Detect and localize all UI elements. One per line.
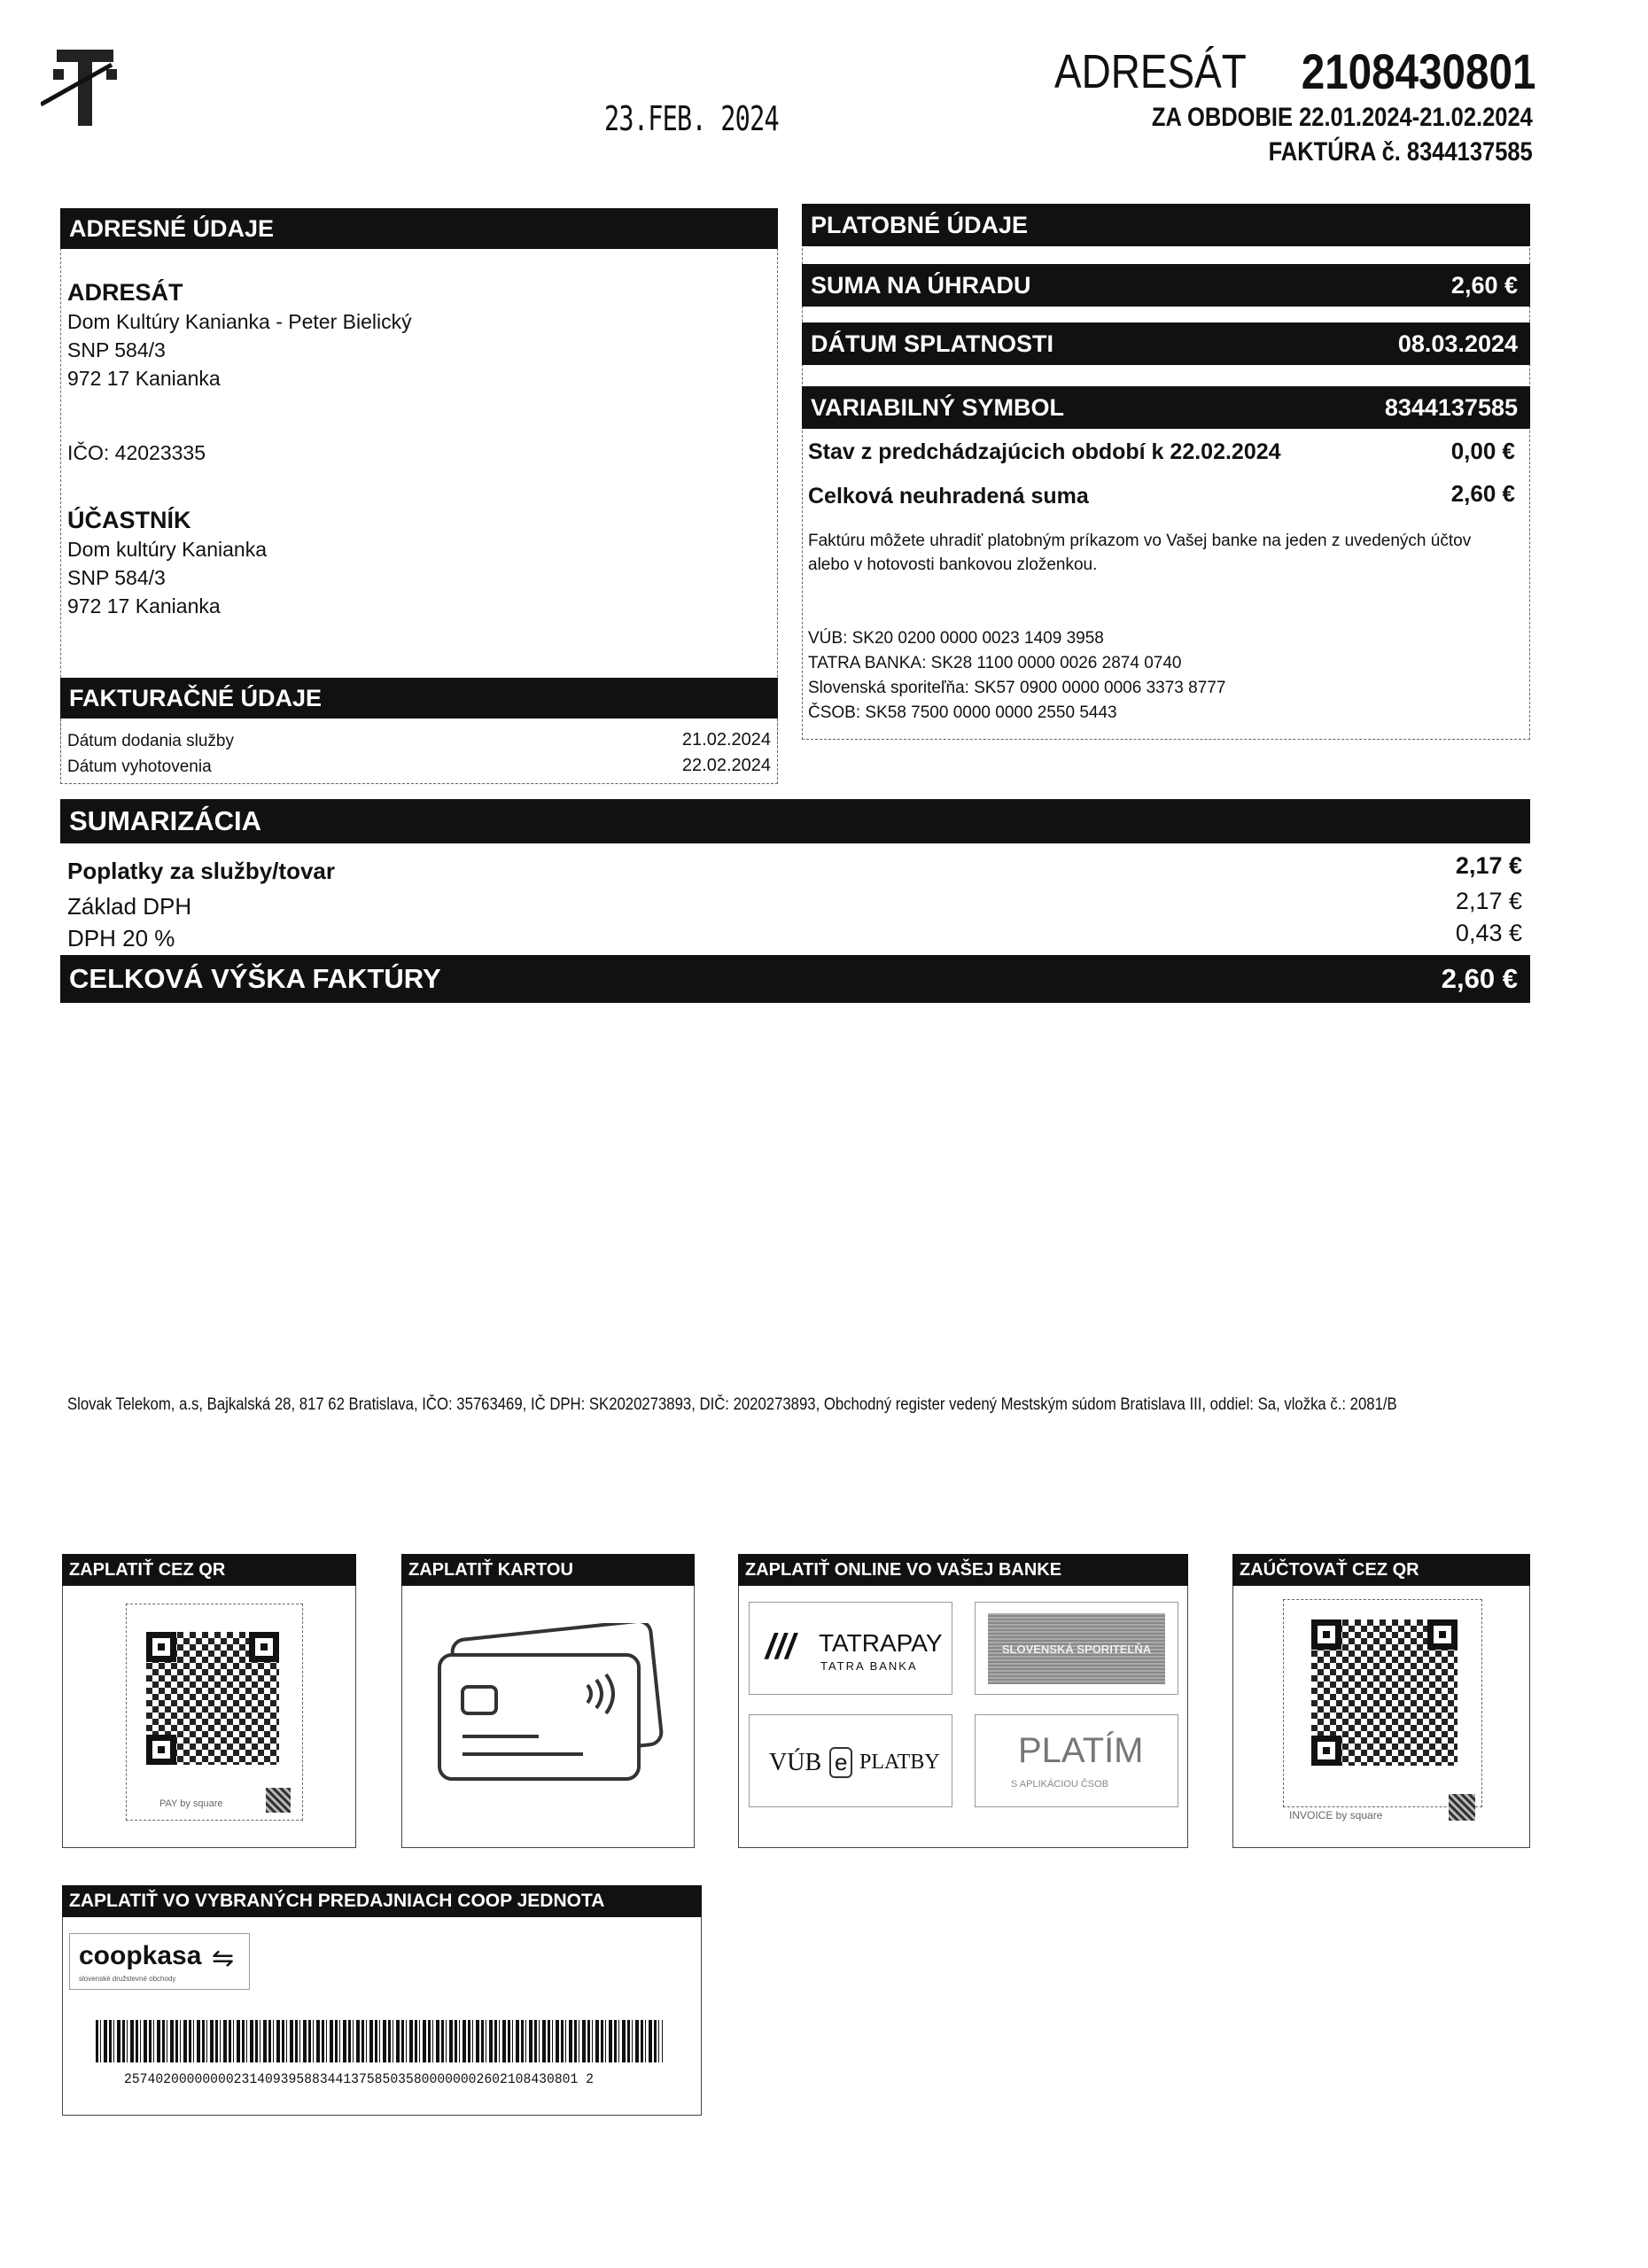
total-unpaid-value: 2,60 € (1450, 480, 1515, 507)
coopkasa-sublabel: slovenské družstevné obchody (79, 1975, 176, 1983)
qr-finder-icon (1427, 1619, 1458, 1650)
issue-date-value: 22.02.2024 (681, 756, 771, 775)
slsp-button[interactable] (975, 1602, 1178, 1695)
summary-row-label: Základ DPH (67, 893, 192, 920)
credit-card-icon (432, 1623, 667, 1783)
ico: IČO: 42023335 (67, 441, 206, 464)
bank-account: ČSOB: SK58 7500 0000 0000 2550 5443 (808, 703, 1117, 722)
invoice-total-label: CELKOVÁ VÝŠKA FAKTÚRY (69, 963, 441, 994)
bank-account: TATRA BANKA: SK28 1100 0000 0026 2874 0740 (808, 654, 1182, 672)
billing-section-header (60, 678, 778, 718)
adresat-heading: ADRESÁT (67, 279, 183, 306)
qr-finder-icon (1311, 1736, 1341, 1766)
due-date-row (802, 322, 1530, 365)
tatrapay-sublabel: TATRA BANKA (820, 1659, 918, 1673)
payment-barcode (96, 2020, 663, 2062)
platim-sublabel: S APLIKÁCIOU ČSOB (1011, 1779, 1109, 1790)
ucastnik-heading: ÚČASTNÍK (67, 507, 191, 533)
qr-finder-icon (146, 1632, 176, 1662)
tatrapay-logo-icon: /// (766, 1627, 796, 1666)
due-date-value: 08.03.2024 (1397, 330, 1518, 357)
received-stamp: 23.FEB. 2024 (604, 99, 779, 138)
ucastnik-line: Dom kultúry Kanianka (67, 538, 267, 561)
vub-label: VÚB (769, 1749, 822, 1776)
previous-balance-label: Stav z predchádzajúcich období k 22.02.2024 (808, 439, 1281, 464)
adresat-line: 972 17 Kanianka (67, 367, 221, 390)
delivery-date-value: 21.02.2024 (681, 730, 771, 750)
qr-finder-icon (1311, 1619, 1341, 1650)
adresat-number: 2108430801 (1301, 43, 1535, 99)
total-unpaid-label: Celková neuhradená suma (808, 484, 1089, 509)
pay-qr-title: ZAPLATIŤ CEZ QR (69, 1559, 226, 1580)
billing-period: ZA OBDOBIE 22.01.2024-21.02.2024 (1152, 103, 1533, 132)
coop-header (62, 1885, 702, 1917)
adresat-line: SNP 584/3 (67, 338, 166, 361)
bank-account: Slovenská sporiteľňa: SK57 0900 0000 0006 3373 8777 (808, 679, 1226, 697)
pay-online-header (738, 1554, 1188, 1586)
pay-qr-header (62, 1554, 356, 1586)
bank-account: VÚB: SK20 0200 0000 0023 1409 3958 (808, 629, 1104, 648)
pay-card-title: ZAPLATIŤ KARTOU (408, 1559, 573, 1580)
vub-platby-label: PLATBY (859, 1751, 940, 1774)
summary-row-value: 2,17 € (1455, 852, 1522, 879)
invoice-qr-title: ZAÚČTOVAŤ CEZ QR (1240, 1559, 1419, 1580)
summary-row-label: Poplatky za služby/tovar (67, 858, 335, 884)
pay-by-square-label: PAY by square (159, 1798, 223, 1809)
vub-eplatby-button[interactable] (749, 1714, 952, 1807)
payment-section-title: PLATOBNÉ ÚDAJE (811, 211, 1029, 238)
company-legal-info: Slovak Telekom, a.s, Bajkalská 28, 817 62 Bratislava, IČO: 35763469, IČ DPH: SK2020273893, DIČ: 2020273893, Obchodný register vedený Mestským súdom Bratislava III, oddiel: Sa, vložka č.: 2081/B (67, 1395, 1397, 1414)
issue-date-label: Dátum vyhotovenia (67, 757, 212, 776)
adresat-line: Dom Kultúry Kanianka - Peter Bielický (67, 310, 412, 333)
platim-button[interactable] (975, 1714, 1178, 1807)
tatrapay-label: TATRAPAY (819, 1629, 943, 1657)
coop-title: ZAPLATIŤ VO VYBRANÝCH PREDAJNIACH COOP JEDNOTA (69, 1891, 605, 1911)
invoice-total-value: 2,60 € (1441, 963, 1518, 994)
address-section-title: ADRESNÉ ÚDAJE (69, 214, 275, 242)
previous-balance-value: 0,00 € (1450, 438, 1515, 464)
address-section-header (60, 208, 778, 249)
telekom-logo (41, 43, 129, 131)
qr-finder-icon (146, 1735, 176, 1765)
coopkasa-label: coopkasa (79, 1941, 202, 1970)
invoice-number: FAKTÚRA č. 8344137585 (1268, 137, 1533, 167)
tatrapay-button[interactable] (749, 1602, 952, 1695)
barcode-number: 2574020000000023140939588344137585035800000002602108430801 2 (124, 2071, 595, 2087)
summary-section-title: SUMARIZÁCIA (69, 805, 261, 836)
payment-section-header (802, 204, 1530, 246)
pay-card-header (401, 1554, 695, 1586)
summary-row-value: 2,17 € (1455, 888, 1522, 914)
invoice-total-row (60, 955, 1530, 1003)
variable-symbol-value: 8344137585 (1384, 393, 1518, 421)
coopkasa-arrows-icon: ⇋ (212, 1944, 235, 1973)
summary-row-label: DPH 20 % (67, 925, 175, 951)
invoice-qr-header (1232, 1554, 1530, 1586)
ucastnik-line: 972 17 Kanianka (67, 594, 221, 617)
platim-label: PLATÍM (1018, 1731, 1144, 1770)
qr-finder-icon (249, 1632, 279, 1662)
summary-row-value: 0,43 € (1455, 920, 1522, 946)
invoice-by-square-label: INVOICE by square (1289, 1809, 1383, 1821)
variable-symbol-label: VARIABILNÝ SYMBOL (811, 393, 1065, 421)
coopkasa-logo (69, 1933, 250, 1990)
payment-note: Faktúru môžete uhradiť platobným príkazom vo Vašej banke na jeden z uvedených účtov (808, 532, 1472, 550)
ucastnik-line: SNP 584/3 (67, 566, 166, 589)
square-logo-icon (1449, 1794, 1475, 1821)
amount-due-row (802, 264, 1530, 307)
delivery-date-label: Dátum dodania služby (67, 732, 234, 750)
vub-e-label: e (829, 1747, 852, 1778)
square-logo-icon (266, 1788, 291, 1813)
summary-section-header (60, 799, 1530, 843)
slsp-logo (988, 1613, 1165, 1684)
amount-due-label: SUMA NA ÚHRADU (811, 271, 1031, 299)
pay-online-title: ZAPLATIŤ ONLINE VO VAŠEJ BANKE (745, 1559, 1062, 1580)
payment-note: alebo v hotovosti bankovou zloženkou. (808, 555, 1098, 574)
slsp-label: SLOVENSKÁ SPORITEĽŇA (1001, 1642, 1152, 1656)
billing-section-title: FAKTURAČNÉ ÚDAJE (69, 684, 323, 711)
due-date-label: DÁTUM SPLATNOSTI (811, 330, 1053, 357)
variable-symbol-row (802, 386, 1530, 429)
amount-due-value: 2,60 € (1450, 271, 1518, 299)
adresat-label: ADRESÁT (1054, 45, 1247, 98)
